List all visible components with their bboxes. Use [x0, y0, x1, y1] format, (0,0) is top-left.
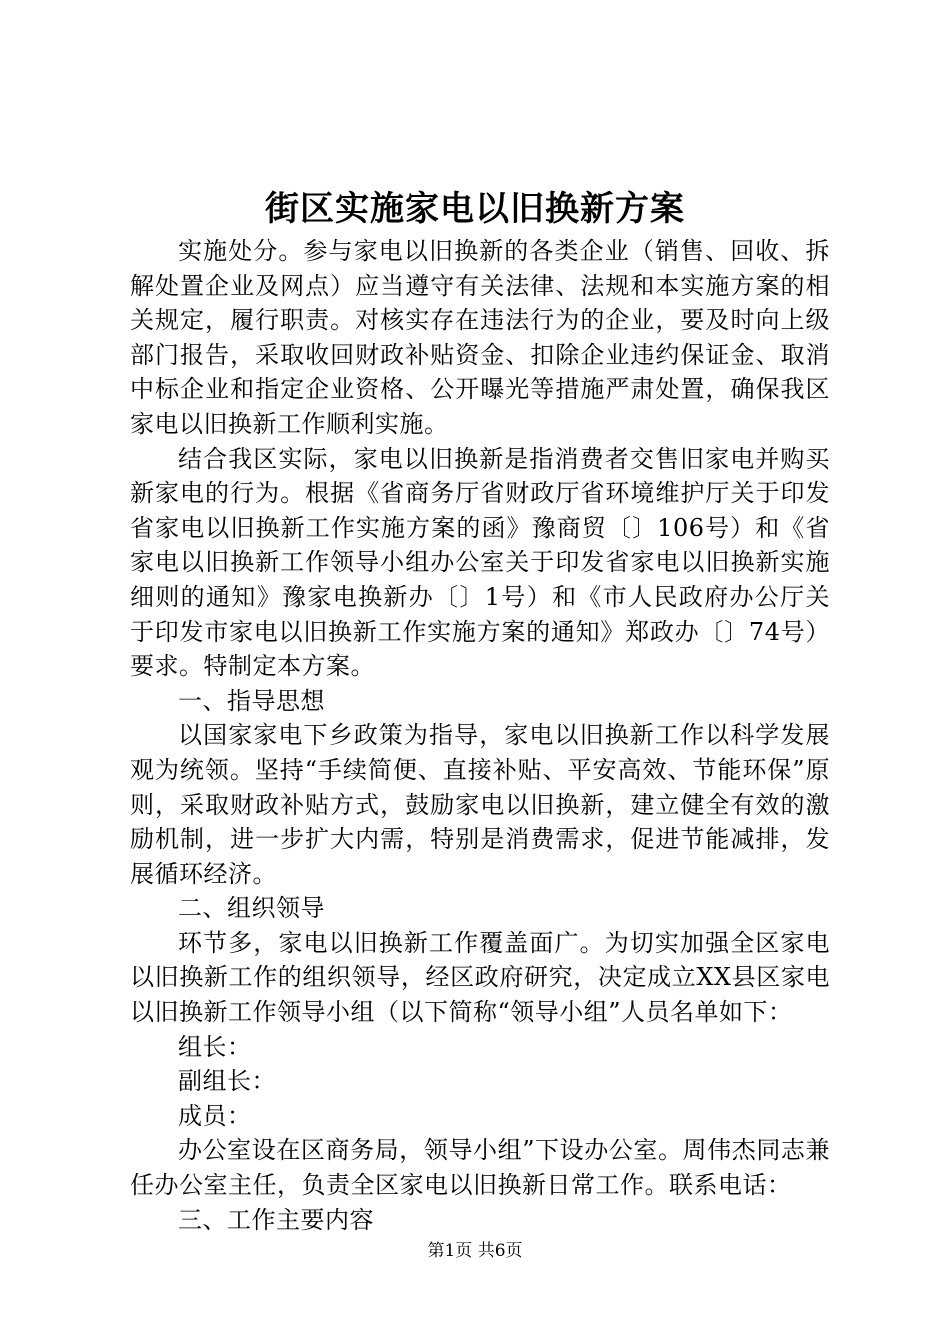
document-title: 街区实施家电以旧换新方案 — [265, 189, 685, 229]
list-item-deputy-leader: 副组长： — [178, 1067, 276, 1096]
page-number-footer: 第1页 共6页 — [427, 1241, 523, 1261]
list-item-group-leader: 组长： — [178, 1032, 252, 1061]
paragraph-definition-basis: 结合我区实际，家电以旧换新是指消费者交售旧家电并购买新家电的行为。根据《省商务厅省财政厅省环境维护厅关于印发省家电以旧换新工作实施方案的函》豫商贸〔〕106号）和《省家电以旧换新工作领导小组办公室关于印发省家电以旧换新实施细则的通知》豫家电换新办〔〕1号）和《市人民政府办公厅关于印发市家电以旧换新工作实施方案的通知》郑政办〔〕74号）要求。特制定本方案。 — [130, 444, 830, 681]
paragraph-guiding-ideology: 以国家家电下乡政策为指导，家电以旧换新工作以科学发展观为统领。坚持“手续简便、直接补贴、平安高效、节能环保”原则，采取财政补贴方式，鼓励家电以旧换新，建立健全有效的激励机制，进一步扩大内需，特别是消费需求，促进节能减排，发展循环经济。 — [130, 721, 830, 888]
section-heading-main-content: 三、工作主要内容 — [178, 1205, 374, 1234]
section-heading-organization: 二、组织领导 — [178, 894, 325, 923]
section-heading-guiding-ideology: 一、指导思想 — [178, 686, 325, 715]
paragraph-implementation-penalty: 实施处分。参与家电以旧换新的各类企业（销售、回收、拆解处置企业及网点）应当遵守有关法律、法规和本实施方案的相关规定，履行职责。对核实存在违法行为的企业，要及时向上级部门报告，采取收回财政补贴资金、扣除企业违约保证金、取消中标企业和指定企业资格、公开曝光等措施严肃处置，确保我区家电以旧换新工作顺利实施。 — [130, 237, 830, 438]
paragraph-organization: 环节多，家电以旧换新工作覆盖面广。为切实加强全区家电以旧换新工作的组织领导，经区政府研究，决定成立XX县区家电以旧换新工作领导小组（以下简称“领导小组”人员名单如下： — [130, 928, 830, 1027]
list-item-members: 成员： — [178, 1101, 252, 1130]
document-body — [130, 234, 830, 1237]
paragraph-office: 办公室设在区商务局，领导小组”下设办公室。周伟杰同志兼任办公室主任，负责全区家电以旧换新日常工作。联系电话： — [130, 1136, 830, 1200]
